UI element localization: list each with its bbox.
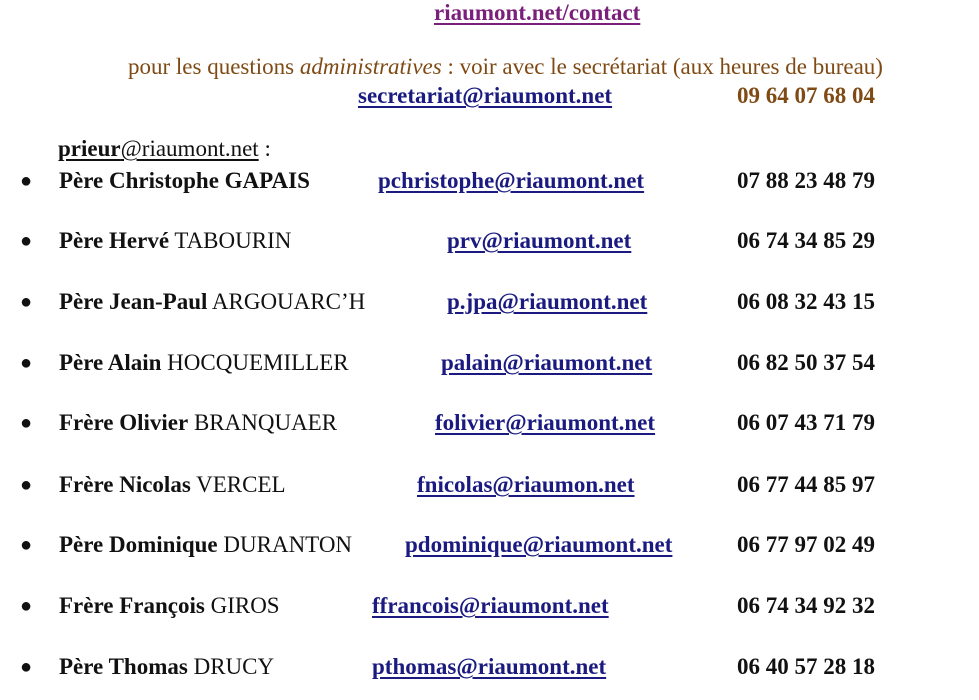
contact-first-name: Père Christophe GAPAIS xyxy=(59,168,310,193)
contact-page-link[interactable]: riaumont.net/contact xyxy=(434,0,641,25)
contact-phone: 06 07 43 71 79 xyxy=(737,410,875,435)
contact-phone: 06 74 34 92 32 xyxy=(737,593,875,618)
bullet-icon: ● xyxy=(20,291,33,313)
contact-phone: 06 77 44 85 97 xyxy=(737,472,875,497)
contact-last-name: VERCEL xyxy=(190,472,286,497)
contact-last-name: DURANTON xyxy=(217,532,353,557)
contact-phone: 06 08 32 43 15 xyxy=(737,289,875,314)
contact-last-name: HOCQUEMILLER xyxy=(161,350,349,375)
bullet-icon: ● xyxy=(20,534,33,556)
bullet-icon: ● xyxy=(20,656,33,678)
contact-last-name: TABOURIN xyxy=(169,228,292,253)
bullet-icon: ● xyxy=(20,170,33,192)
contact-first-name: Père Dominique xyxy=(59,532,218,557)
contact-email-link[interactable]: p.jpa@riaumont.net xyxy=(447,289,648,314)
contact-name xyxy=(59,349,349,377)
contact-phone: 06 40 57 28 18 xyxy=(737,654,875,679)
contact-email-link[interactable]: fnicolas@riaumon.net xyxy=(417,472,635,497)
contact-phone: 06 82 50 37 54 xyxy=(737,350,875,375)
contact-first-name: Père Thomas xyxy=(59,654,188,679)
secretariat-email-link[interactable]: secretariat@riaumont.net xyxy=(358,83,613,108)
prieur-colon: : xyxy=(258,136,271,161)
admin-note-text: pour les questions xyxy=(128,54,300,79)
contact-email-link[interactable]: ffrancois@riaumont.net xyxy=(372,593,609,618)
contact-name xyxy=(59,167,310,195)
admin-note-italic: administratives xyxy=(299,54,442,79)
contact-last-name: BRANQUAER xyxy=(188,410,338,435)
contact-first-name: Père Alain xyxy=(59,350,162,375)
contact-name xyxy=(59,409,337,437)
contact-first-name: Frère Olivier xyxy=(59,410,189,435)
admin-note xyxy=(128,53,883,81)
contact-email-link[interactable]: prv@riaumont.net xyxy=(447,228,632,253)
contact-phone: 07 88 23 48 79 xyxy=(737,168,875,193)
contact-last-name: ARGOUARC’H xyxy=(207,289,366,314)
contact-name xyxy=(59,227,291,255)
bullet-icon: ● xyxy=(20,595,33,617)
bullet-icon: ● xyxy=(20,474,33,496)
prieur-email[interactable] xyxy=(58,136,259,161)
contact-email-link[interactable]: palain@riaumont.net xyxy=(441,350,653,375)
contact-last-name: DRUCY xyxy=(187,654,275,679)
contact-phone: 06 74 34 85 29 xyxy=(737,228,875,253)
contact-last-name: GIROS xyxy=(204,593,280,618)
contact-first-name: Frère Nicolas xyxy=(59,472,191,497)
contact-name xyxy=(59,653,274,681)
prieur-line xyxy=(58,135,271,163)
contact-name xyxy=(59,288,365,316)
contact-name xyxy=(59,531,352,559)
secretariat-phone: 09 64 07 68 04 xyxy=(737,83,875,108)
contact-first-name: Père Hervé xyxy=(59,228,170,253)
contact-email-link[interactable]: folivier@riaumont.net xyxy=(435,410,656,435)
contact-email-link[interactable]: pchristophe@riaumont.net xyxy=(378,168,645,193)
contact-name xyxy=(59,471,286,499)
contact-phone: 06 77 97 02 49 xyxy=(737,532,875,557)
contact-first-name: Frère François xyxy=(59,593,205,618)
admin-note-text-end: : voir avec le secrétariat (aux heures de bureau) xyxy=(441,54,883,79)
contact-email-link[interactable]: pthomas@riaumont.net xyxy=(372,654,607,679)
bullet-icon: ● xyxy=(20,412,33,434)
contact-first-name: Père Jean-Paul xyxy=(59,289,208,314)
prieur-domain: @riaumont.net xyxy=(120,136,259,161)
bullet-icon: ● xyxy=(20,352,33,374)
contact-name xyxy=(59,592,280,620)
prieur-bold: prieur xyxy=(58,136,121,161)
bullet-icon: ● xyxy=(20,230,33,252)
contact-email-link[interactable]: pdominique@riaumont.net xyxy=(405,532,673,557)
